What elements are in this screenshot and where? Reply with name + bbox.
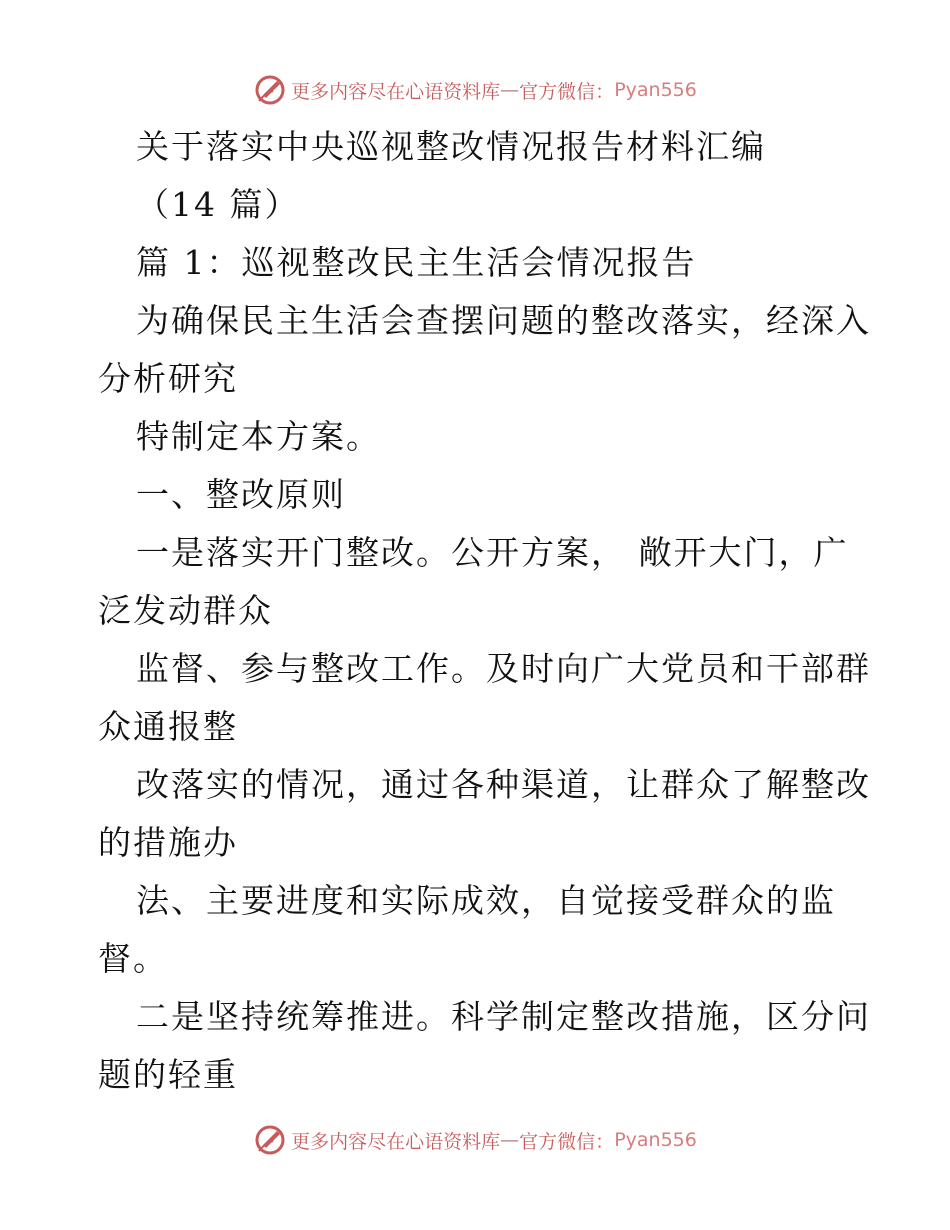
paragraph-line: 众通报整: [98, 707, 238, 746]
watermark-wechat-label: 官方微信：: [519, 80, 615, 103]
logo-icon: [253, 73, 287, 107]
watermark-wechat-label: 官方微信：: [519, 1130, 615, 1153]
watermark-header: [0, 70, 950, 110]
paragraph-line: 改落实的情况，通过各种渠道，让群众了解整改: [136, 765, 871, 804]
paragraph-line: 泛发动群众: [98, 591, 273, 630]
paragraph-line: 二是坚持统筹推进。科学制定整改措施，区分问: [136, 997, 871, 1036]
logo-icon: [253, 1123, 287, 1157]
paragraph-line: 一是落实开门整改。公开方案， 敞开大门，广: [136, 533, 849, 572]
watermark-footer: [0, 1120, 950, 1160]
paragraph-line: 法、主要进度和实际成效，自觉接受群众的监: [136, 881, 836, 920]
paragraph-line: 督。: [98, 939, 168, 978]
document-subtitle: （14 篇）: [136, 185, 300, 224]
section-heading: 篇 1：巡视整改民主生活会情况报告: [136, 243, 697, 282]
document-body: [98, 118, 871, 1104]
watermark-main-text: 更多内容尽在心语资料库: [291, 1130, 501, 1153]
paragraph-line: 监督、参与整改工作。及时向广大党员和干部群: [136, 649, 871, 688]
paragraph-line: 特制定本方案。: [136, 417, 381, 456]
watermark-wechat-id: Pyan556: [614, 79, 697, 101]
paragraph-line: 的措施办: [98, 823, 238, 862]
subsection-heading: 一、整改原则: [136, 475, 346, 514]
paragraph-line: 题的轻重: [98, 1055, 238, 1094]
paragraph-line: 为确保民主生活会查摆问题的整改落实，经深入: [136, 301, 871, 340]
watermark-separator: —: [500, 1129, 520, 1151]
document-title: 关于落实中央巡视整改情况报告材料汇编: [136, 127, 766, 166]
watermark-main-text: 更多内容尽在心语资料库: [291, 80, 501, 103]
watermark-wechat-id: Pyan556: [614, 1129, 697, 1151]
paragraph-line: 分析研究: [98, 359, 238, 398]
watermark-separator: —: [500, 79, 520, 101]
